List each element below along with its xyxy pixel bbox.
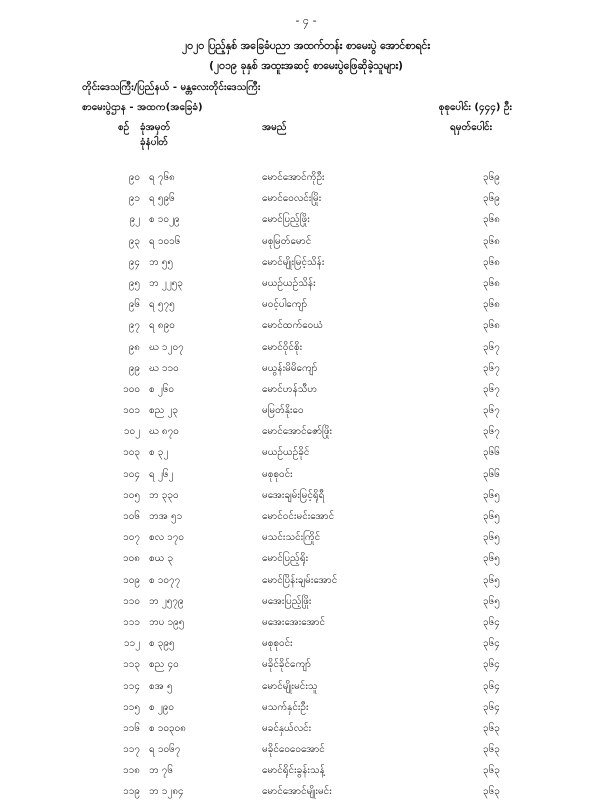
total-score: ၃၆၈	[483, 214, 500, 226]
candidate-name: မယဉ်ယဉ်ခိုင်	[262, 447, 310, 459]
total-score: ၃၆၅	[483, 574, 500, 586]
total-score: ၃၆၄	[483, 701, 500, 713]
table-row	[0, 170, 612, 191]
total-score: ၃၆၄	[483, 659, 500, 671]
candidate-name: မမြတ်နိုးဝေ	[262, 405, 304, 417]
candidate-name: မယွန်းမိမိကျော်	[262, 362, 318, 374]
candidate-name: မခိုင်ခိုင်ကျော်	[262, 659, 311, 671]
candidate-name: မစုစုဝင်း	[262, 638, 293, 650]
total-score: ၃၆၈	[483, 320, 500, 332]
document-subtitle: (၂၀၁၉ ခုနှစ် အထူးအဆင့် စာမေးပွဲဖြေဆိုခဲ့သူများ)	[209, 60, 403, 72]
table-row	[0, 276, 612, 297]
candidate-name: မအေးပြည့်ဖြိုး	[262, 595, 312, 607]
total-score: ၃၆၈	[483, 256, 500, 268]
roll-number: ဘ ၂၂၅၃	[149, 277, 183, 289]
table-row	[0, 615, 612, 636]
roll-number: ဘ ၅၅	[149, 256, 174, 268]
total-score: ၃၆၈	[483, 299, 500, 311]
table-row	[0, 445, 612, 466]
candidate-name: မောင်ဝင်းမင်းအောင်	[262, 511, 335, 522]
roll-number: စည ၄၀	[149, 659, 179, 671]
roll-number: ရ ၅၇၅	[149, 299, 175, 311]
total-count: စုစုပေါင်း (၄၄၄) ဦး	[438, 102, 512, 113]
roll-number: ဘအ ၅၁	[149, 511, 183, 522]
row-number: ၁၀၉	[123, 574, 140, 586]
row-number: ၁၁၈	[123, 765, 140, 777]
roll-number: စ ၁၀၇၇	[149, 574, 181, 586]
candidate-name: မခင်နှယ်လင်း	[262, 722, 312, 734]
row-number: ၁၀၄	[123, 468, 140, 480]
total-score: ၃၆၃	[483, 786, 500, 798]
total-score: ၃၆၅	[483, 532, 500, 544]
page-number: - ၄ -	[295, 14, 317, 27]
column-header-name: အမည်	[262, 122, 287, 133]
candidate-name: မောင်ရိုင်းခွန်းသန့်	[262, 765, 325, 777]
row-number: ၁၁၅	[123, 701, 140, 713]
row-number: ၁၀၅	[123, 489, 140, 501]
total-score: ၃၆၄	[483, 638, 500, 650]
roll-number: စ ၂၉၀	[149, 701, 174, 713]
roll-number: ဃ ၁၂၀၇	[149, 341, 184, 353]
roll-number: ဘ ၁၂၈၄	[149, 786, 184, 798]
row-number: ၉၈	[128, 341, 140, 353]
total-score: ၃၆၄	[483, 680, 500, 692]
total-score: ၃၆၉	[483, 193, 500, 205]
candidate-name: မစုမြတ်မောင်	[262, 235, 312, 247]
roll-number: ဘ ၇၆	[149, 765, 174, 777]
row-number: ၉၆	[128, 299, 140, 311]
results-list	[0, 170, 612, 806]
column-header-roll-label: ခုံအမှတ်	[140, 122, 171, 133]
row-number: ၁၀၈	[123, 553, 140, 565]
roll-number: စည ၂၃	[149, 405, 179, 417]
candidate-name: မစုစုဝင်း	[262, 468, 293, 480]
column-header-no: စဉ်	[118, 122, 130, 133]
candidate-name: မောင်အောင်ဇော်ဖြိုး	[262, 426, 333, 438]
total-score: ၃၆၅	[483, 595, 500, 607]
total-score: ၃၆၇	[483, 426, 500, 438]
roll-number: စ ၃၂	[149, 447, 169, 459]
candidate-name: မောင်ဟန်သီဟ	[262, 383, 318, 395]
table-row	[0, 700, 612, 721]
candidate-name: မဝင့်ပါကျော်	[262, 299, 308, 311]
candidate-name: မသက်နှင်းဦး	[262, 701, 309, 713]
table-row	[0, 361, 612, 382]
roll-number: ရ ၅၉၆	[149, 193, 175, 205]
candidate-name: မအေးအေးအောင်	[262, 616, 326, 628]
row-number: ၁၀၁	[123, 405, 140, 417]
table-row	[0, 594, 612, 615]
row-number: ၁၁၇	[123, 744, 140, 756]
table-row	[0, 784, 612, 805]
total-score: ၃၆၇	[483, 383, 500, 395]
row-number: ၁၁၄	[123, 680, 140, 692]
table-row	[0, 488, 612, 509]
roll-number: စ ၁၀၃၀၈	[149, 722, 187, 734]
table-row	[0, 657, 612, 678]
row-number: ၉၂	[129, 214, 140, 226]
row-number: ၁၁၀	[123, 595, 140, 607]
total-score: ၃၆၆	[483, 468, 500, 480]
row-number: ၁၀၇	[123, 532, 140, 544]
total-score: ၃၆၆	[483, 447, 500, 459]
column-header-roll-sublabel: ခုံနံပါတ်	[140, 137, 168, 148]
table-row	[0, 297, 612, 318]
candidate-name: မအေးချမ်းမြင့်ရိုရီ	[262, 489, 325, 501]
total-score: ၃၆၇	[483, 341, 500, 353]
roll-number: ဃ ၁၁၀	[149, 362, 179, 374]
row-number: ၉၇	[128, 320, 140, 332]
region-line: တိုင်းဒေသကြီး/ပြည်နယ် - မန္တလေးတိုင်းဒေသကြီး	[82, 82, 261, 93]
roll-number: ရ ၇၆၈	[149, 172, 175, 183]
table-row	[0, 191, 612, 212]
table-row	[0, 340, 612, 361]
row-number: ၁၀၆	[123, 511, 140, 522]
candidate-name: မောင်အောင်မျိုးမင်း	[262, 786, 332, 798]
table-row	[0, 763, 612, 784]
table-row	[0, 742, 612, 763]
row-number: ၉၃	[128, 235, 140, 247]
roll-number: စလ ၁၇၀	[149, 532, 185, 544]
row-number: ၉၅	[128, 277, 140, 289]
total-score: ၃၆၅	[483, 553, 500, 565]
candidate-name: မောင်ထက်ဝေယံ	[262, 320, 324, 332]
roll-number: စ ၂၆၀	[149, 383, 174, 395]
table-row	[0, 530, 612, 551]
candidate-name: မခိုင်ဝေဝေအောင်	[262, 744, 325, 756]
roll-number: ရ ၈၉၀	[149, 320, 175, 332]
row-number: ၉၁	[128, 193, 140, 205]
roll-number: ဃ ၈၇၀	[149, 426, 179, 438]
column-header-roll	[140, 120, 170, 150]
row-number: ၁၀၂	[123, 426, 140, 438]
roll-number: ရ ၁၀၁၆	[149, 235, 181, 247]
roll-number: စ ၁၀၂၉	[149, 214, 180, 226]
roll-number: ဘပ ၁၉၅	[149, 616, 185, 628]
roll-number: ဘ ၃၃၀	[149, 489, 179, 501]
candidate-name: မောင်ဝိုင်စိုး	[262, 341, 303, 353]
table-row	[0, 403, 612, 424]
table-row	[0, 573, 612, 594]
row-number: ၉၉	[128, 362, 140, 374]
roll-number: ရ ၂၆၂	[149, 468, 174, 480]
candidate-name: မောင်မျိုးမင်းသူ	[262, 680, 318, 692]
table-row	[0, 721, 612, 742]
roll-number: စအ ၅	[149, 680, 173, 692]
table-row	[0, 679, 612, 700]
candidate-name: မောင်အောင်ကိုဦး	[262, 172, 325, 183]
document-title: ၂၀၂၀ ပြည့်နှစ် အခြေခံပညာ အထက်တန်း စာမေးပွဲ အောင်စာရင်း	[182, 40, 430, 52]
row-number: ၉၀	[128, 172, 140, 183]
row-number: ၁၁၃	[123, 659, 140, 671]
row-number: ၉၄	[128, 256, 140, 268]
candidate-name: မယဉ်ယဉ်သိန်း	[262, 277, 316, 289]
candidate-name: မောင်ပြည့်ရိုး	[262, 553, 309, 565]
candidate-name: မောင်မျိုးမြင့်သိန်း	[262, 256, 325, 268]
table-row	[0, 509, 612, 530]
total-score: ၃၆၃	[483, 744, 500, 756]
table-row	[0, 234, 612, 255]
total-score: ၃၆၅	[483, 511, 500, 522]
total-score: ၃၆၈	[483, 235, 500, 247]
table-row	[0, 424, 612, 445]
total-score: ၃၆၈	[483, 277, 500, 289]
row-number: ၁၁၁	[123, 616, 140, 628]
table-row	[0, 255, 612, 276]
column-header-score: ရမှတ်ပေါင်း	[450, 122, 493, 133]
roll-number: ဘ ၂၅၇၉	[149, 595, 184, 607]
candidate-name: မောင်ပြိန်းချမ်းအောင်	[262, 574, 338, 586]
table-row	[0, 382, 612, 403]
roll-number: စ ၃၉၅	[149, 638, 175, 650]
total-score: ၃၆၃	[483, 722, 500, 734]
row-number: ၁၀၀	[123, 383, 140, 395]
row-number: ၁၁၂	[123, 638, 140, 650]
total-score: ၃၆၇	[483, 405, 500, 417]
candidate-name: မောင်ပြည့်ဖြိုး	[262, 214, 310, 226]
roll-number: ရ ၁၀၆၇	[149, 744, 181, 756]
table-row	[0, 636, 612, 657]
total-score: ၃၆၅	[483, 489, 500, 501]
total-score: ၃၆၃	[483, 765, 500, 777]
table-row	[0, 212, 612, 233]
exam-center-line: စာမေးပွဲဌာန - အထက(အခြေခံ)	[82, 102, 203, 113]
row-number: ၁၀၃	[123, 447, 140, 459]
total-score: ၃၆၄	[483, 616, 500, 628]
candidate-name: မသင်းသင်းကြိုင်	[262, 532, 321, 544]
roll-number: စယ ၃	[149, 553, 174, 565]
total-score: ၃၆၉	[483, 172, 500, 183]
table-row	[0, 467, 612, 488]
candidate-name: မောင်ဝေလင်းမြိုး	[262, 193, 322, 205]
row-number: ၁၁၆	[123, 722, 140, 734]
table-row	[0, 318, 612, 339]
total-score: ၃၆၇	[483, 362, 500, 374]
row-number: ၁၁၉	[123, 786, 140, 798]
table-row	[0, 551, 612, 572]
